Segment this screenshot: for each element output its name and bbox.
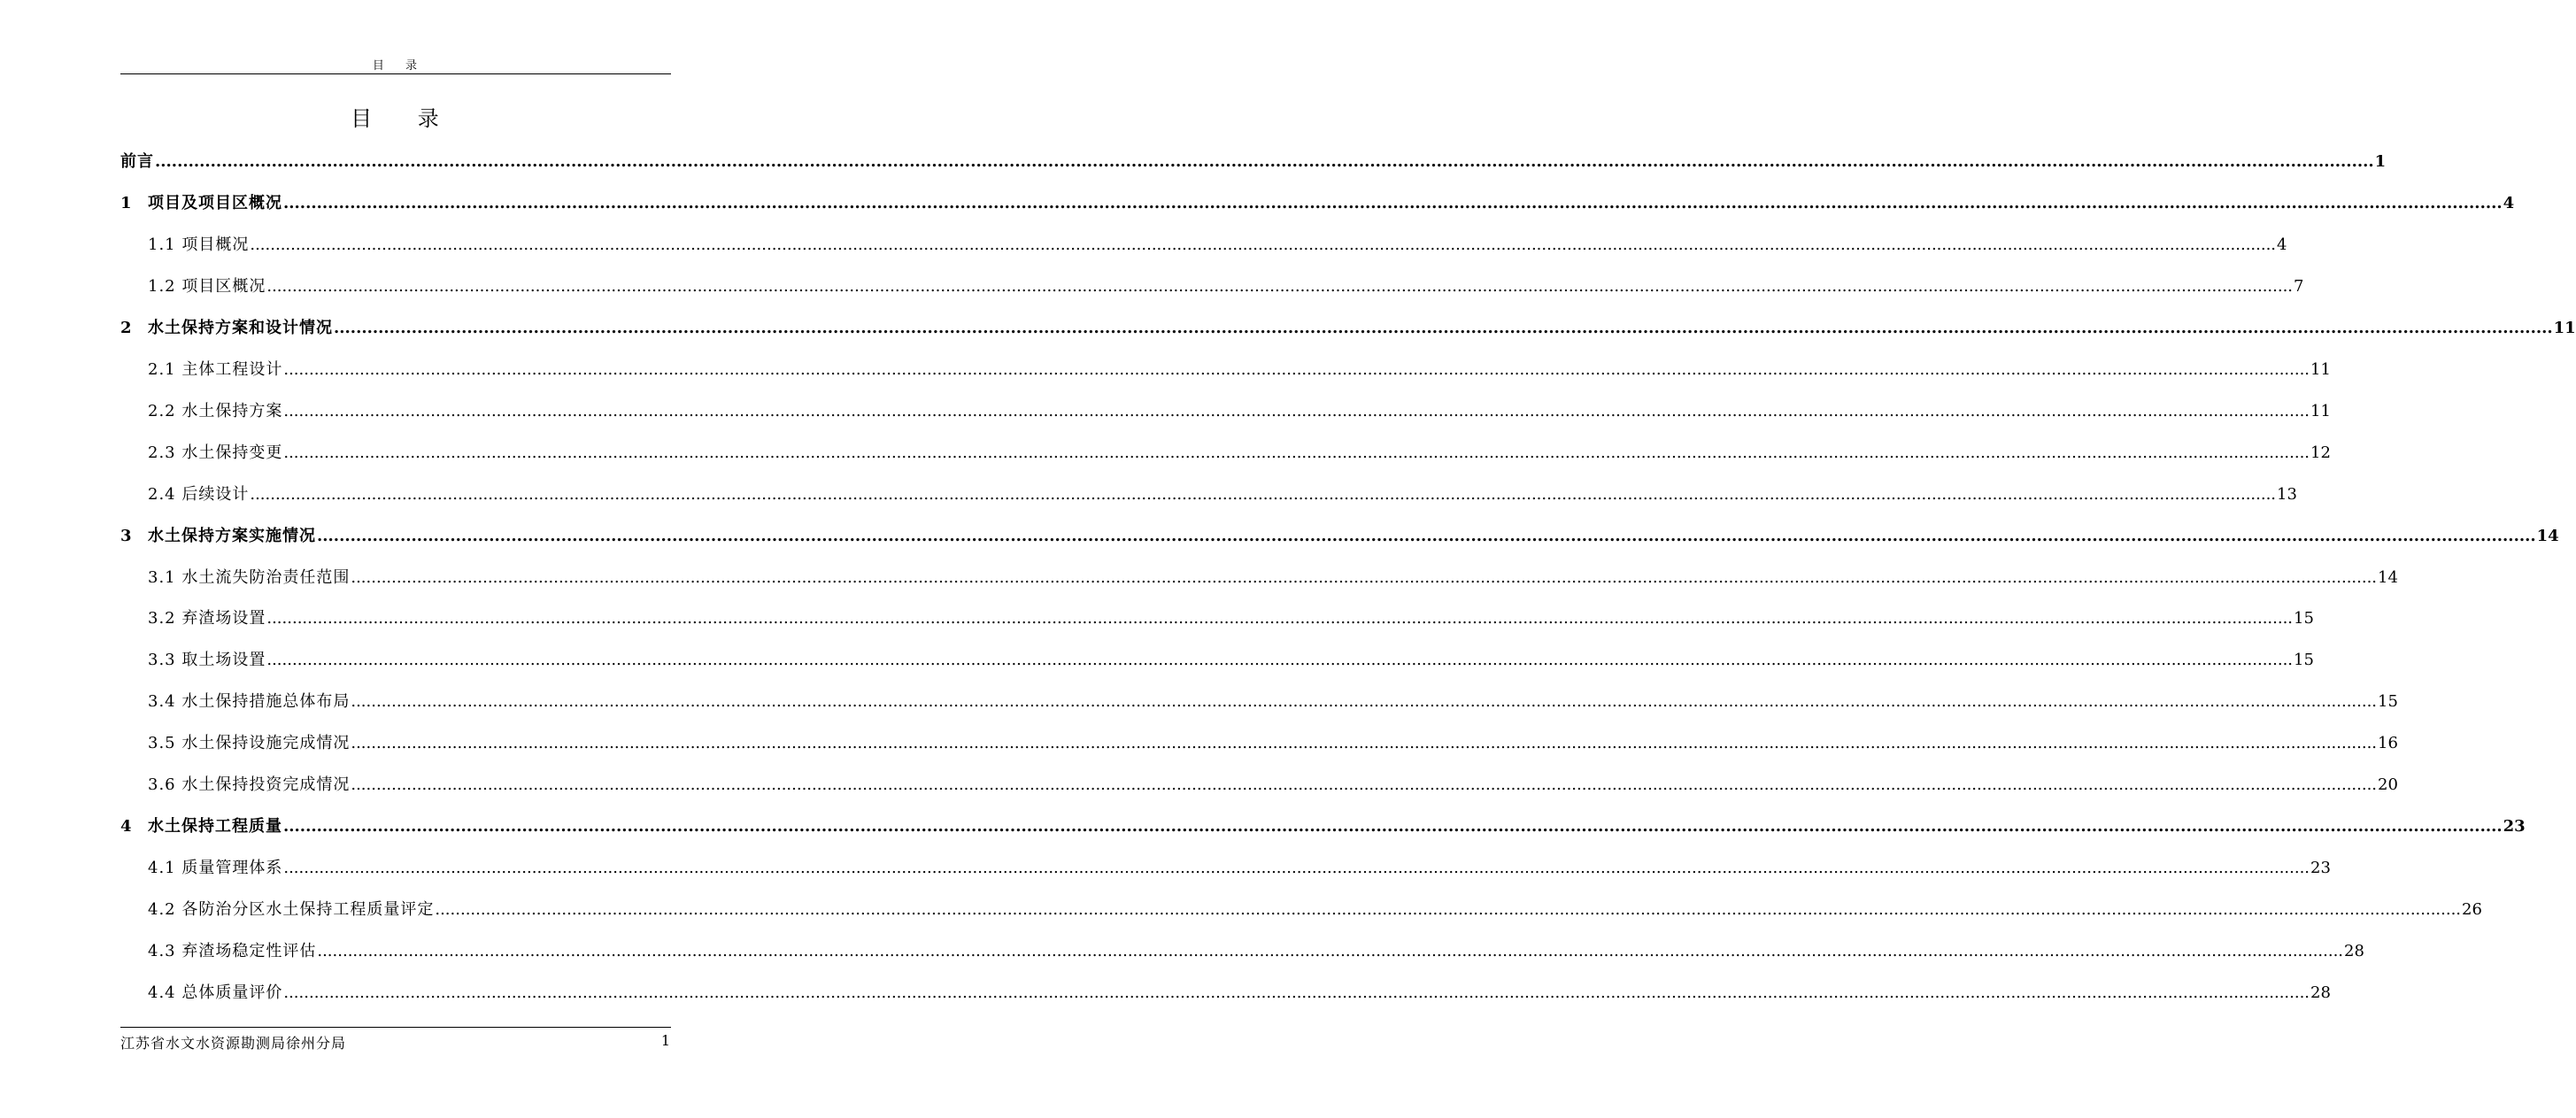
toc-dot-leader: ................................................................................................................................................................................................................................................................................................................................................................................................................: [351, 567, 2378, 587]
toc-dot-leader: ................................................................................................................................................................................................................................................................................................................................................................................................................: [351, 734, 2378, 753]
toc-entry-label: 项目及项目区概况: [148, 193, 282, 212]
toc-entry[interactable]: [148, 729, 2398, 753]
toc-entry-page: 12: [2310, 443, 2331, 462]
toc-dot-leader: ................................................................................................................................................................................................................................................................................................................................................................................................................: [283, 443, 2310, 462]
toc-entry[interactable]: [148, 397, 2331, 421]
toc-entry[interactable]: [148, 480, 2297, 505]
toc-entry-label: 3.6 水土保持投资完成情况: [148, 775, 351, 795]
toc-entry-page: 4: [2277, 235, 2287, 254]
toc-entry[interactable]: [120, 313, 2576, 338]
toc-entry[interactable]: [120, 521, 2559, 546]
toc-entry-label: 水土保持工程质量: [148, 817, 282, 837]
toc-dot-leader: ................................................................................................................................................................................................................................................................................................................................................................................................................: [266, 609, 2294, 628]
toc-entry[interactable]: [148, 895, 2482, 920]
toc-entry-label: 4.4 总体质量评价: [148, 983, 283, 1002]
toc-entry[interactable]: [148, 687, 2398, 712]
toc-entry-page: 15: [2294, 651, 2314, 670]
toc-entry-page: 28: [2310, 983, 2331, 1002]
toc-entry-label: 4.2 各防治分区水土保持工程质量评定: [148, 900, 435, 920]
document-title: 目 录: [351, 106, 459, 131]
toc-entry[interactable]: [148, 770, 2398, 795]
toc-entry-page: 20: [2378, 775, 2398, 795]
toc-entry-label: 2.3 水土保持变更: [148, 443, 283, 462]
toc-entry-number: 4: [120, 817, 132, 837]
toc-entry-page: 11: [2553, 318, 2576, 337]
footer-page-number: 1: [660, 1032, 670, 1049]
toc-entry-label: 3.5 水土保持设施完成情况: [148, 734, 351, 753]
toc-entry-number: 2: [120, 318, 132, 337]
toc-dot-leader: ................................................................................................................................................................................................................................................................................................................................................................................................................: [250, 235, 2277, 254]
toc-entry-label: 3.3 取土场设置: [148, 651, 266, 670]
toc-entry-page: 1: [2374, 152, 2387, 171]
toc-entry[interactable]: [148, 355, 2331, 380]
toc-entry-page: 16: [2378, 734, 2398, 753]
toc-entry-page: 26: [2462, 900, 2482, 920]
toc-entry-label: 1.1 项目概况: [148, 235, 250, 254]
toc-entry-page: 13: [2277, 484, 2297, 504]
toc-dot-leader: ................................................................................................................................................................................................................................................................................................................................................................................................................: [317, 526, 2536, 545]
footer-rule: [120, 1027, 671, 1028]
toc-entry-label: 水土保持方案和设计情况: [148, 318, 333, 337]
toc-dot-leader: ................................................................................................................................................................................................................................................................................................................................................................................................................: [266, 276, 2294, 296]
toc-dot-leader: ................................................................................................................................................................................................................................................................................................................................................................................................................: [155, 152, 2374, 171]
toc-entry-label: 3.2 弃渣场设置: [148, 609, 266, 628]
toc-entry-page: 4: [2503, 193, 2515, 212]
toc-dot-leader: ................................................................................................................................................................................................................................................................................................................................................................................................................: [283, 193, 2503, 212]
toc-entry-number: 1: [120, 193, 132, 212]
toc-dot-leader: ................................................................................................................................................................................................................................................................................................................................................................................................................: [334, 318, 2553, 337]
toc-entry-page: 14: [2378, 567, 2398, 587]
toc-entry-label: 前言: [120, 152, 154, 171]
toc-entry-label: 3.4 水土保持措施总体布局: [148, 692, 351, 712]
toc-entry-page: 11: [2310, 359, 2331, 379]
toc-entry[interactable]: [148, 604, 2314, 628]
toc-entry-page: 15: [2378, 692, 2398, 712]
footer-organization: 江苏省水文水资源勘测局徐州分局: [120, 1035, 347, 1052]
toc-entry-label: 4.1 质量管理体系: [148, 859, 283, 878]
toc-entry-page: 28: [2344, 942, 2364, 961]
toc-dot-leader: ................................................................................................................................................................................................................................................................................................................................................................................................................: [283, 359, 2310, 379]
toc-entry-page: 11: [2310, 401, 2331, 420]
toc-entry-label: 3.1 水土流失防治责任范围: [148, 567, 351, 587]
toc-entry[interactable]: [148, 230, 2287, 255]
toc-dot-leader: ................................................................................................................................................................................................................................................................................................................................................................................................................: [283, 983, 2310, 1002]
toc-entry-label: 2.1 主体工程设计: [148, 359, 283, 379]
toc-entry-number: 3: [120, 526, 132, 545]
toc-entry[interactable]: [148, 438, 2331, 463]
toc-entry[interactable]: [120, 147, 2387, 172]
toc-entry[interactable]: [120, 812, 2526, 837]
toc-dot-leader: ................................................................................................................................................................................................................................................................................................................................................................................................................: [250, 484, 2277, 504]
toc-entry-page: 15: [2294, 609, 2314, 628]
toc-dot-leader: ................................................................................................................................................................................................................................................................................................................................................................................................................: [351, 692, 2378, 712]
toc-entry-label: 2.2 水土保持方案: [148, 401, 283, 420]
toc-dot-leader: ................................................................................................................................................................................................................................................................................................................................................................................................................: [351, 775, 2378, 795]
toc-entry[interactable]: [148, 937, 2364, 961]
toc-entry-label: 1.2 项目区概况: [148, 276, 266, 296]
toc-entry-label: 水土保持方案实施情况: [148, 526, 316, 545]
toc-entry-page: 23: [2310, 859, 2331, 878]
toc-entry[interactable]: [120, 189, 2515, 213]
toc-entry-page: 7: [2294, 276, 2304, 296]
toc-entry-page: 14: [2536, 526, 2559, 545]
toc-entry-label: 2.4 后续设计: [148, 484, 250, 504]
toc-entry[interactable]: [148, 978, 2331, 1003]
toc-entry[interactable]: [148, 853, 2331, 878]
toc-entry[interactable]: [148, 272, 2304, 297]
toc-dot-leader: ................................................................................................................................................................................................................................................................................................................................................................................................................: [283, 859, 2310, 878]
toc-entry-label: 4.3 弃渣场稳定性评估: [148, 942, 317, 961]
page-header-title: 目 录: [372, 59, 427, 73]
toc-dot-leader: ................................................................................................................................................................................................................................................................................................................................................................................................................: [317, 942, 2344, 961]
toc-dot-leader: ................................................................................................................................................................................................................................................................................................................................................................................................................: [266, 651, 2294, 670]
toc-dot-leader: ................................................................................................................................................................................................................................................................................................................................................................................................................: [283, 817, 2503, 837]
toc-dot-leader: ................................................................................................................................................................................................................................................................................................................................................................................................................: [283, 401, 2310, 420]
toc-entry[interactable]: [148, 645, 2314, 670]
toc-entry[interactable]: [148, 563, 2398, 588]
toc-dot-leader: ................................................................................................................................................................................................................................................................................................................................................................................................................: [435, 900, 2462, 920]
toc-entry-page: 23: [2503, 817, 2526, 837]
